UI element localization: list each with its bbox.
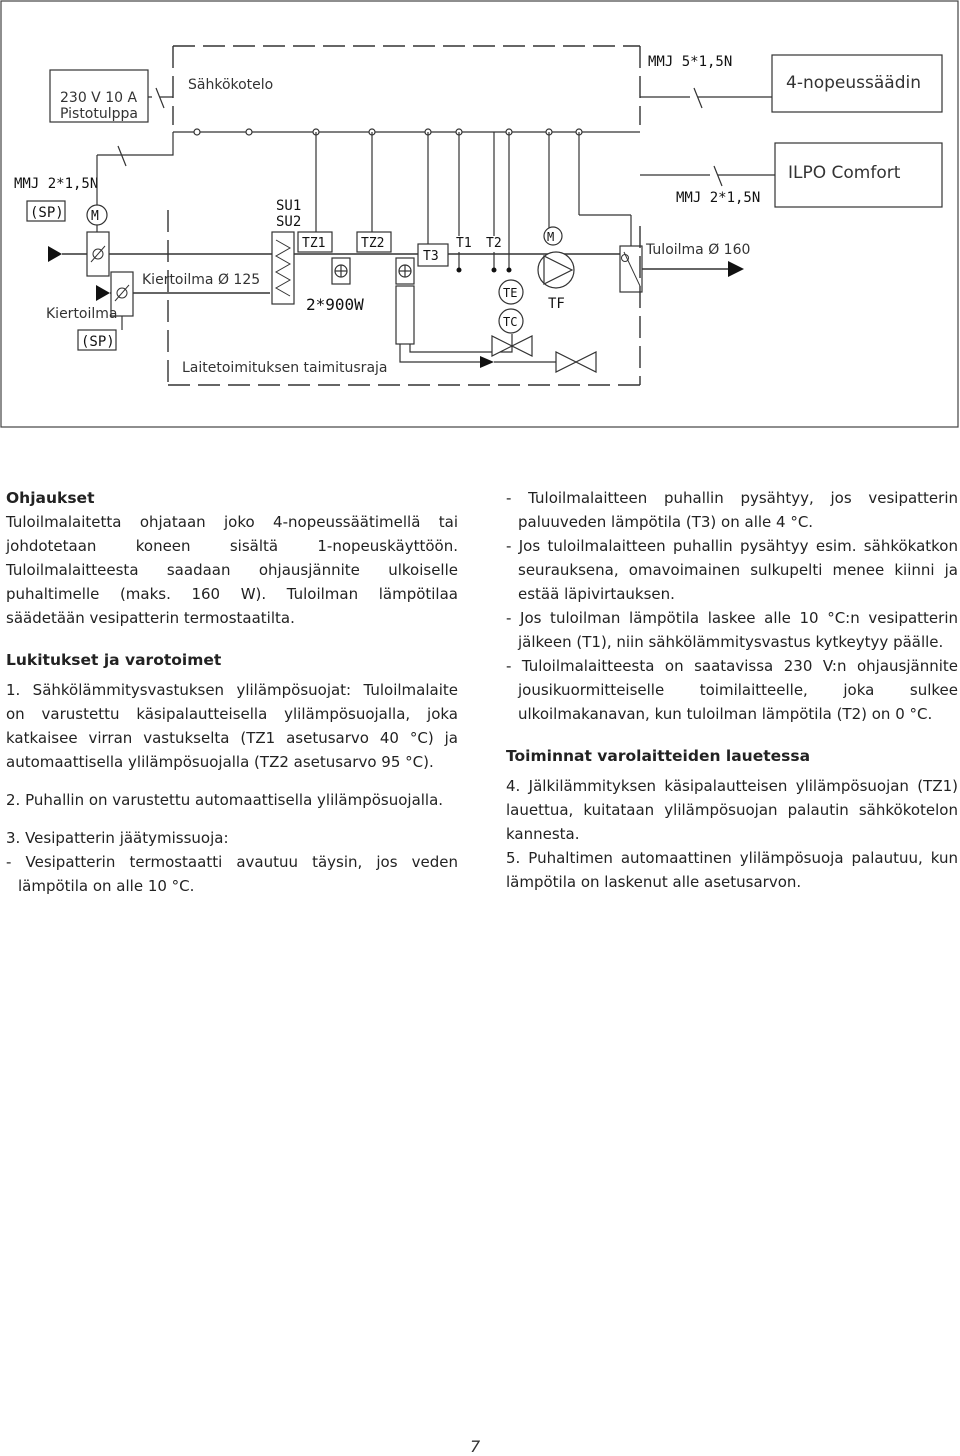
supply-damper (620, 246, 642, 292)
locks-item-3: 3. Vesipatterin jäätymissuoja: (6, 829, 229, 847)
supply-out-arrow-icon (728, 261, 744, 277)
actions-item-5: 5. Puhaltimen automaattinen ylilämpösuoja palautuu, kun lämpötila on laskenut alle asetusarvon. (506, 849, 958, 891)
shutoff-valve (556, 352, 596, 372)
left-column (6, 486, 458, 898)
delivery-limit-label: Laitetoimituksen taimitusraja (182, 360, 388, 376)
sp-bottom-label: (SP) (81, 334, 115, 350)
right-item-2: - Jos tuloilmalaitteen puhallin pysähtyy esim. sähkökatkon seurauksena, omavoimainen sulkupelti menee kiinni ja estää läpivirtauksen. (506, 537, 958, 603)
circulation-duct-label: Kiertoilma Ø 125 (142, 272, 261, 288)
su2-label: SU2 (276, 214, 302, 230)
t3-label: T3 (423, 249, 439, 264)
power-label-line1: 230 V 10 A (60, 90, 138, 106)
speed-controller-label: 4-nopeussäädin (786, 73, 921, 93)
right-item-3: - Jos tuloilman lämpötila laskee alle 10 °C:n vesipatterin jälkeen (T1), niin sähkölämmitysvastus kytkeytyy päälle. (506, 609, 958, 651)
cable-left-label: MMJ 2*1,5N (14, 176, 99, 192)
supply-arrow-icon (48, 246, 62, 262)
wiring-diagram (0, 0, 960, 430)
tz1-label: TZ1 (302, 236, 326, 251)
locks-item-1: 1. Sähkölämmitysvastuksen ylilämpösuojat: Tuloilmalaite on varustettu käsipalautteisella ylilämpösuojalla, joka katkaisee virran vastukselta (TZ1 asetusarvo 40 °C) ja automaattisella ylilämpösuojalla (TZ2 asetusarvo 95 °C). (6, 681, 458, 771)
tf-label: TF (548, 296, 565, 312)
heater-label: 2*900W (306, 295, 364, 314)
locks-heading: Lukitukset ja varotoimet (6, 651, 222, 669)
sp-top-label: (SP) (30, 205, 64, 221)
page-number: 7 (470, 1437, 481, 1456)
diagram-frame (1, 1, 958, 427)
controls-paragraph: Tuloilmalaitetta ohjataan joko 4-nopeussäätimellä tai johdotetaan koneen sisältä 1-nopeuskäyttöön. Tuloilmalaitteesta saadaan ohjausjännite ulkoiselle puhaltimelle (maks. 160 W). Tuloilman lämpötilaa säädetään vesipatterin termostaatilta. (6, 513, 458, 627)
cable-top-label: MMJ 5*1,5N (648, 54, 733, 70)
controls-heading: Ohjaukset (6, 489, 95, 507)
actions-heading: Toiminnat varolaitteiden lauetessa (506, 747, 811, 765)
water-coil (396, 286, 414, 344)
supply-air-label: Tuloilma Ø 160 (646, 242, 751, 258)
actions-item-4: 4. Jälkilämmityksen käsipalautteisen ylilämpösuojan (TZ1) lauettua, kuitataan ylilämpösuojan palautin sähkökotelon kannesta. (506, 777, 958, 843)
plug-cable (148, 88, 173, 108)
tz2-label: TZ2 (361, 236, 385, 251)
right-column (506, 486, 958, 894)
pipe-arrow-icon (480, 356, 494, 368)
t2-label: T2 (486, 236, 502, 251)
circulation-arrow-icon (96, 285, 110, 301)
t1-label: T1 (456, 236, 472, 251)
cable-right-label: MMJ 2*1,5N (676, 190, 761, 206)
electric-box-label: Sähkökotelo (188, 77, 274, 93)
circulation-air-label: Kiertoilma (46, 306, 118, 322)
cable-right (640, 166, 775, 186)
tc-label: TC (503, 315, 518, 329)
locks-item-3-detail: - Vesipatterin termostaatti avautuu täysin, jos veden lämpötila on alle 10 °C. (6, 853, 458, 895)
right-item-1: - Tuloilmalaitteen puhallin pysähtyy, jos vesipatterin paluuveden lämpötila (T3) on alle 4 °C. (506, 489, 958, 531)
cable-top (640, 88, 772, 108)
locks-item-2: 2. Puhallin on varustettu automaattisella ylilämpösuojalla. (6, 791, 444, 809)
su1-label: SU1 (276, 198, 302, 214)
unit-label: ILPO Comfort (788, 163, 901, 183)
te-label: TE (503, 286, 518, 300)
right-item-4: - Tuloilmalaitteesta on saatavissa 230 V:n ohjausjännite jousikuormitteiselle toimilaitteelle, joka sulkee ulkoilmakanavan, kun tuloilman lämpötila (T2) on 0 °C. (506, 657, 958, 723)
cable-left (97, 132, 173, 166)
power-label-line2: Pistotulppa (60, 106, 138, 122)
fan-motor-label: M (547, 230, 555, 244)
damper-motor-label: M (91, 209, 99, 224)
